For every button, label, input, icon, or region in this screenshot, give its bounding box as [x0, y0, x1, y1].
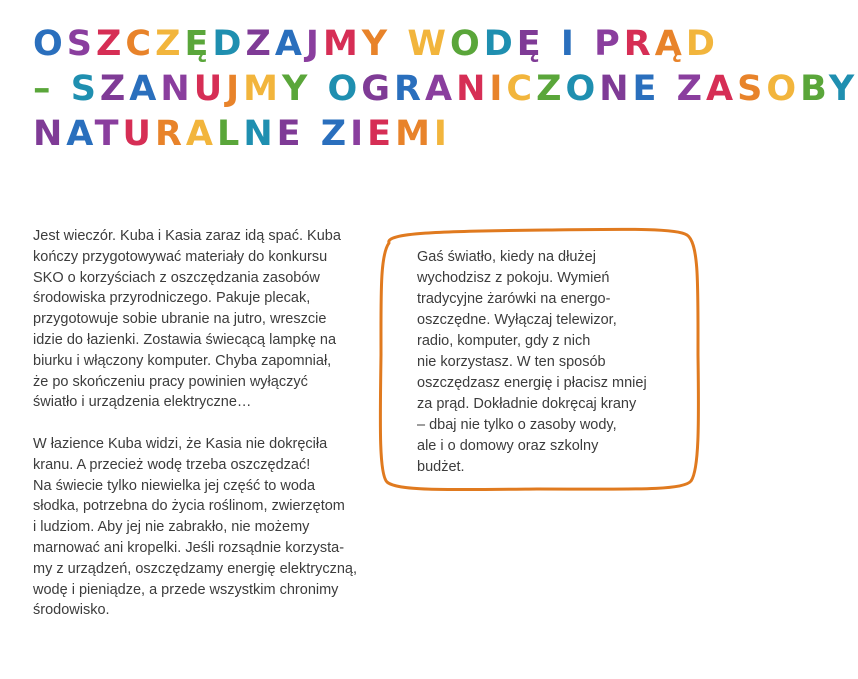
text-line: za prąd. Dokładnie dokręcaj krany: [417, 396, 637, 412]
text-line: W łazience Kuba widzi, że Kasia nie dokręciła: [33, 435, 328, 452]
page-title: [33, 22, 858, 157]
text-line: ale i o domowy oraz szkolny: [417, 438, 599, 454]
text-line: oszczędzasz energię i płacisz mniej: [417, 375, 647, 391]
text-line: biurku i włączony komputer. Chyba zapomniał,: [33, 352, 332, 369]
text-line: – dbaj nie tylko o zasoby wody,: [417, 417, 617, 433]
text-line: światło i urządzenia elektryczne…: [33, 394, 252, 411]
text-line: tradycyjne żarówki na energo-: [417, 291, 611, 307]
text-line: wychodzisz z pokoju. Wymień: [417, 270, 610, 286]
text-line: kranu. A przecież wodę trzeba oszczędzać!: [33, 456, 311, 473]
text-line: środowiska przyrodniczego. Pakuje plecak,: [33, 290, 311, 307]
text-line: Jest wieczór. Kuba i Kasia zaraz idą spać. Kuba: [33, 228, 341, 244]
text-line: Gaś światło, kiedy na dłużej: [417, 249, 596, 265]
text-line: Na świecie tylko niewielka jej część to woda: [33, 477, 316, 494]
text-line: my z urządzeń, oszczędzamy energię elektryczną,: [33, 560, 357, 577]
text-line: radio, komputer, gdy z nich: [417, 333, 591, 349]
tip-box: [377, 225, 703, 493]
text-line: marnować ani kropelki. Jeśli rozsądnie korzysta-: [33, 539, 345, 556]
text-line: i ludziom. Aby jej nie zabrakło, nie możemy: [33, 519, 310, 536]
text-line: przygotowuje sobie ubranie na jutro, wreszcie: [33, 311, 327, 328]
text-line: środowisko.: [33, 602, 110, 619]
title-line: OSZCZĘDZAJMY WODĘ I PRĄD: [33, 24, 719, 64]
text-line: nie korzystasz. W ten sposób: [417, 354, 606, 370]
text-line: budżet.: [417, 459, 465, 475]
text-line: SKO o korzyściach z oszczędzania zasobów: [33, 269, 320, 286]
text-line: słodka, potrzebna do życia roślinom, zwierzętom: [33, 498, 345, 515]
text-line: kończy przygotowywać materiały do konkursu: [33, 248, 328, 265]
story-text: [33, 226, 357, 642]
text-line: że po skończeniu pracy powinien wyłączyć: [33, 373, 308, 390]
tip-text: [417, 247, 677, 478]
title-line: NATURALNE ZIEMI: [33, 114, 451, 154]
story-paragraph: [33, 434, 357, 621]
text-line: wodę i pieniądze, a przede wszystkim chronimy: [33, 581, 339, 598]
text-line: idzie do łazienki. Zostawia świecącą lampkę na: [33, 331, 337, 348]
title-line: – SZANUJMY OGRANICZONE ZASOBY: [33, 69, 858, 109]
story-paragraph: [33, 226, 353, 413]
text-line: oszczędne. Wyłączaj telewizor,: [417, 312, 617, 328]
